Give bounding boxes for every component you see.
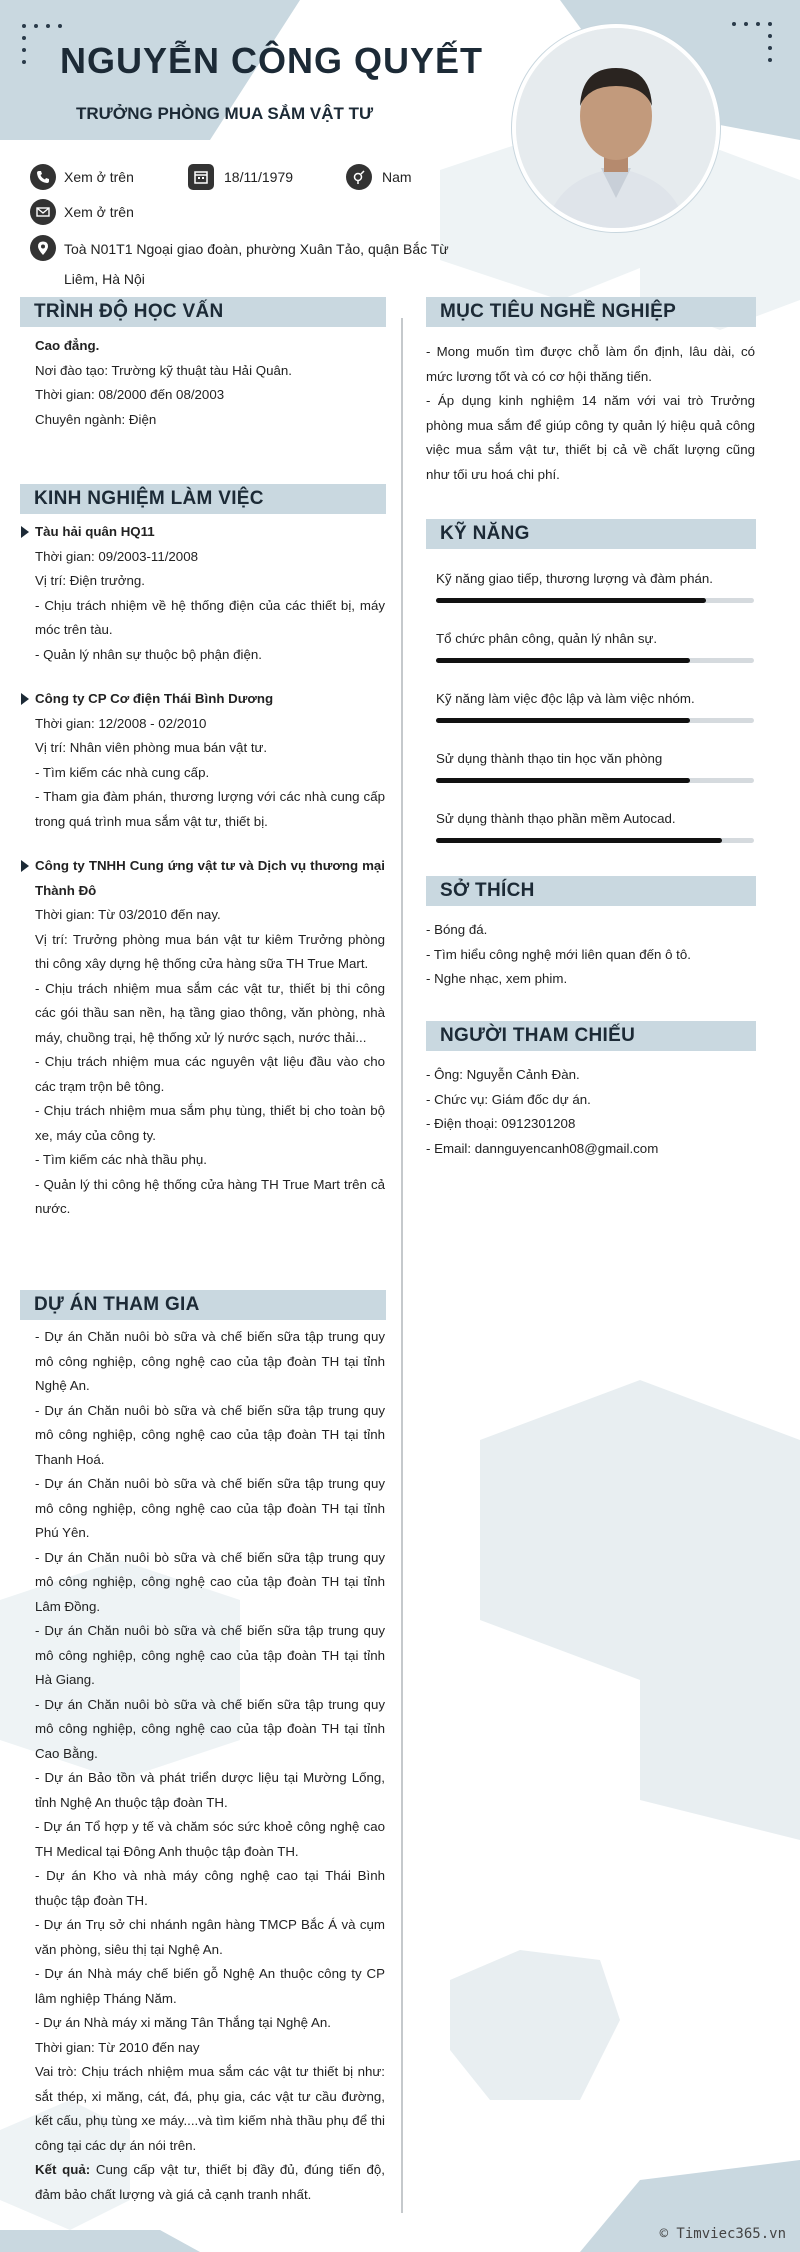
projects-heading: DỰ ÁN THAM GIA (20, 1290, 386, 1320)
skill-bar-track (436, 658, 754, 663)
job-line: - Tham gia đàm phán, thương lượng với các nhà cung cấp trong quá trình mua sắm vật tư, thiết bị. (35, 789, 385, 829)
education-section (35, 334, 385, 432)
gender-icon (346, 164, 372, 190)
dots-top-right (732, 22, 782, 72)
column-divider (401, 318, 403, 2213)
skill-bar-track (436, 598, 754, 603)
reference-section (426, 1063, 755, 1161)
reference-heading: NGƯỜI THAM CHIẾU (426, 1021, 756, 1051)
hobbies-section (426, 918, 755, 992)
education-time: Thời gian: 08/2000 đến 08/2003 (35, 387, 225, 402)
job-title: TRƯỞNG PHÒNG MUA SẮM VẬT TƯ (76, 104, 374, 123)
experience-job-3 (35, 854, 385, 1222)
project-item: - Dự án Chăn nuôi bò sữa và chế biến sữa tập trung quy mô công nghiệp, công nghệ cao của tập đoàn TH tại tỉnh Lâm Đồng. (35, 1549, 385, 1614)
project-item: - Dự án Trụ sở chi nhánh ngân hàng TMCP Bắc Á và cụm văn phòng, siêu thị tại Nghệ An. (35, 1917, 385, 1957)
objective-section (426, 340, 755, 487)
calendar-icon (188, 164, 214, 190)
skill-item (436, 691, 754, 723)
hobby-item: - Bóng đá. (426, 922, 488, 937)
skill-item (436, 751, 754, 783)
mail-icon (30, 199, 56, 225)
skill-label: Sử dụng thành thạo phần mềm Autocad. (436, 811, 676, 826)
job-company (35, 687, 385, 712)
skill-bar-track (436, 718, 754, 723)
objective-paragraph: - Áp dụng kinh nghiệm 14 năm với vai trò Trưởng phòng mua sắm để giúp công ty quản lý hiệu quả công việc mua sắm vật tư, thiết bị cả về chất lượng cũng như tối ưu hoá chi phí. (426, 393, 755, 482)
skill-bar-fill (436, 778, 690, 783)
hobby-item: - Nghe nhạc, xem phim. (426, 971, 568, 986)
contact-gender: Nam (382, 169, 412, 185)
reference-item: - Điện thoại: 0912301208 (426, 1116, 576, 1131)
job-line: - Chịu trách nhiệm mua các nguyên vật liệu đầu vào cho các trạm trộn bê tông. (35, 1054, 385, 1094)
skill-item (436, 571, 754, 603)
project-item: - Dự án Chăn nuôi bò sữa và chế biến sữa tập trung quy mô công nghiệp, công nghệ cao của tập đoàn TH tại tỉnh Cao Bằng. (35, 1696, 385, 1761)
skill-label: Tổ chức phân công, quản lý nhân sự. (436, 631, 658, 646)
job-company-text: Công ty TNHH Cung ứng vật tư và Dịch vụ thương mại Thành Đô (35, 858, 385, 898)
job-line: Vị trí: Nhân viên phòng mua bán vật tư. (35, 740, 268, 755)
project-time: Thời gian: Từ 2010 đến nay (35, 2039, 200, 2055)
location-icon (30, 235, 56, 261)
skill-item (436, 631, 754, 663)
job-company (35, 854, 385, 903)
objective-paragraph: - Mong muốn tìm được chỗ làm ổn định, lâu dài, có mức lương tốt và có cơ hội thăng tiến. (426, 344, 755, 384)
project-item: - Dự án Chăn nuôi bò sữa và chế biến sữa tập trung quy mô công nghiệp, công nghệ cao của tập đoàn TH tại tỉnh Phú Yên. (35, 1476, 385, 1540)
job-line: - Tìm kiếm các nhà cung cấp. (35, 764, 210, 780)
skill-bar-fill (436, 598, 706, 603)
experience-job-1 (35, 520, 385, 667)
skill-item (436, 811, 754, 843)
project-item: - Dự án Nhà máy chế biến gỗ Nghệ An thuộc công ty CP lâm nghiệp Tháng Năm. (35, 1966, 385, 2006)
education-school: Nơi đào tạo: Trường kỹ thuật tàu Hải Quân. (35, 362, 292, 378)
skill-label: Kỹ năng làm việc độc lập và làm việc nhóm. (436, 691, 695, 706)
reference-item: - Email: dannguyencanh08@gmail.com (426, 1140, 659, 1156)
job-company-text: Công ty CP Cơ điện Thái Bình Dương (35, 691, 274, 706)
contact-address: Toà N01T1 Ngoại giao đoàn, phường Xuân Tảo, quận Bắc Từ Liêm, Hà Nội (64, 241, 449, 287)
project-item: - Dự án Nhà máy xi măng Tân Thắng tại Nghệ An. (35, 2015, 331, 2030)
contact-email: Xem ở trên (64, 204, 134, 220)
job-line: Thời gian: 12/2008 - 02/2010 (35, 715, 207, 731)
job-line: - Chịu trách nhiệm mua sắm phụ tùng, thiết bị cho toàn bộ xe, máy của công ty. (35, 1103, 385, 1143)
job-company (35, 520, 385, 545)
education-level: Cao đẳng. (35, 338, 100, 353)
skill-label: Sử dụng thành thạo tin học văn phòng (436, 751, 663, 766)
reference-item: - Ông: Nguyễn Cảnh Đàn. (426, 1067, 580, 1082)
skill-label: Kỹ năng giao tiếp, thương lượng và đàm phán. (436, 571, 713, 586)
reference-item: - Chức vụ: Giám đốc dự án. (426, 1091, 591, 1107)
project-result (35, 2158, 385, 2207)
skill-bar-track (436, 778, 754, 783)
footer-watermark: © Timviec365.vn (659, 2226, 786, 2242)
job-line: Thời gian: Từ 03/2010 đến nay. (35, 907, 221, 922)
objective-heading: MỤC TIÊU NGHỀ NGHIỆP (426, 297, 756, 327)
avatar (512, 24, 720, 232)
contact-birthday: 18/11/1979 (224, 169, 294, 185)
job-line: Vị trí: Điện trưởng. (35, 573, 145, 588)
job-line: Thời gian: 09/2003-11/2008 (35, 548, 198, 564)
bullet-marker-icon (21, 693, 29, 705)
job-line: - Tìm kiếm các nhà thầu phụ. (35, 1152, 207, 1167)
contact-phone: Xem ở trên (64, 169, 134, 185)
education-major: Chuyên ngành: Điện (35, 411, 157, 427)
project-item: - Dự án Chăn nuôi bò sữa và chế biến sữa tập trung quy mô công nghiệp, công nghệ cao của tập đoàn TH tại tỉnh Hà Giang. (35, 1623, 385, 1687)
project-item: - Dự án Chăn nuôi bò sữa và chế biến sữa tập trung quy mô công nghiệp, công nghệ cao của tập đoàn TH tại tỉnh Thanh Hoá. (35, 1402, 385, 1467)
job-line: Vị trí: Trưởng phòng mua bán vật tư kiêm Trưởng phòng thi công xây dựng hệ thống cửa hàng sữa TH True Mart. (35, 931, 385, 971)
project-item: - Dự án Kho và nhà máy công nghệ cao tại Thái Bình thuộc tập đoàn TH. (35, 1868, 385, 1908)
skill-bar-fill (436, 838, 722, 843)
project-item: - Dự án Chăn nuôi bò sữa và chế biến sữa tập trung quy mô công nghiệp, công nghệ cao của tập đoàn TH tại tỉnh Nghệ An. (35, 1329, 385, 1393)
job-line: - Quản lý nhân sự thuộc bộ phận điện. (35, 646, 262, 662)
job-line: - Chịu trách nhiệm về hệ thống điện của các thiết bị, máy móc trên tàu. (35, 597, 385, 637)
project-item: - Dự án Bảo tồn và phát triển dược liệu tại Mường Lống, tỉnh Nghệ An thuộc tập đoàn TH. (35, 1770, 385, 1810)
experience-heading: KINH NGHIỆM LÀM VIỆC (20, 484, 386, 514)
skill-bar-track (436, 838, 754, 843)
project-item: - Dự án Tổ hợp y tế và chăm sóc sức khoẻ công nghệ cao TH Medical tại Đông Anh thuộc tập đoàn TH. (35, 1819, 385, 1859)
project-result-label: Kết quả: (35, 2162, 91, 2177)
hobbies-heading: SỞ THÍCH (426, 876, 756, 906)
job-company-text: Tàu hải quân HQ11 (35, 524, 155, 539)
bullet-marker-icon (21, 860, 29, 872)
phone-icon (30, 164, 56, 190)
projects-section (35, 1325, 385, 2207)
candidate-name: NGUYỄN CÔNG QUYẾT (60, 40, 484, 81)
education-heading: TRÌNH ĐỘ HỌC VẤN (20, 297, 386, 327)
skill-bar-fill (436, 658, 690, 663)
experience-job-2 (35, 687, 385, 834)
skills-heading: KỸ NĂNG (426, 519, 756, 549)
skill-bar-fill (436, 718, 690, 723)
job-line: - Quản lý thi công hệ thống cửa hàng TH True Mart trên cả nước. (35, 1176, 385, 1216)
hobby-item: - Tìm hiểu công nghệ mới liên quan đến ô tô. (426, 946, 691, 962)
project-role: Vai trò: Chịu trách nhiệm mua sắm các vật tư thiết bị như: sắt thép, xi măng, cát, đá, phụ gia, các vật tư cầu đường, kết cấu, phụ tùng xe máy....và tìm kiếm nhà thầu phụ để thi công tại các dự án nói trên. (35, 2064, 385, 2153)
bullet-marker-icon (21, 526, 29, 538)
job-line: - Chịu trách nhiệm mua sắm các vật tư, thiết bị thi công các gói thầu san nền, hạ tầng giao thông, văn phòng, nhà máy, chuồng trại, hệ thống xử lý nước sạch, nước thải... (35, 980, 385, 1045)
project-result-text: Cung cấp vật tư, thiết bị đầy đủ, đúng tiến độ, đảm bảo chất lượng và giá cả cạnh tranh nhất. (35, 2162, 385, 2202)
